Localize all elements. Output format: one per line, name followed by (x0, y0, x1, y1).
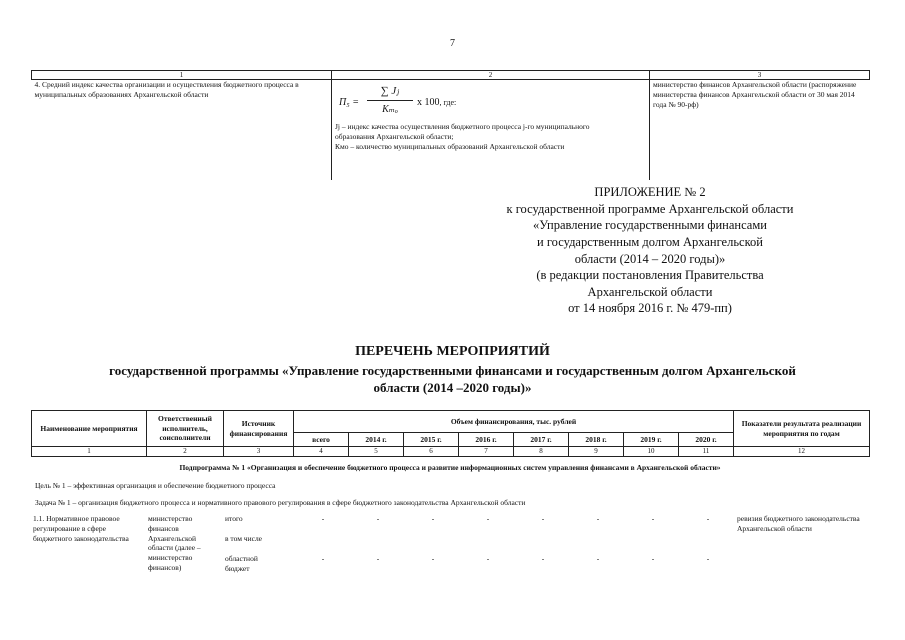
page-number: 7 (450, 38, 455, 49)
formula-denominator: Kₘₒ (382, 103, 398, 115)
formula-explanation-2: Кмо – количество муниципальных образований Архангельской области (335, 142, 565, 152)
column-number: 4 (294, 447, 349, 457)
column-number: 5 (349, 447, 404, 457)
value-2014: - (376, 554, 380, 563)
value-2019: - (651, 514, 655, 523)
value-2017: - (541, 514, 545, 523)
value-total: - (321, 554, 325, 563)
header-year: всего (294, 433, 349, 447)
title-line-1: ПЕРЕЧЕНЬ МЕРОПРИЯТИЙ (355, 344, 550, 359)
appendix-header (490, 184, 810, 317)
column-number: 8 (514, 447, 569, 457)
header-volume: Объем финансирования, тыс. рублей (294, 411, 734, 433)
activities-table (31, 410, 870, 457)
title-line-2: государственной программы «Управление государственными финансами и государственным долгом Архангельской (109, 362, 796, 378)
value-2020: - (706, 554, 710, 563)
column-number: 2 (147, 447, 224, 457)
formula-multiplier: x 100 (417, 97, 440, 108)
value-2020: - (706, 514, 710, 523)
header-indicators: Показатели результата реализации мероприятия по годам (734, 411, 870, 447)
value-2018: - (596, 514, 600, 523)
appendix-line: «Управление государственными финансами (533, 218, 767, 233)
subprogram-heading: Подпрограмма № 1 «Организация и обеспечение бюджетного процесса и развитие информационных систем управления финансами в Архангельской области» (179, 463, 721, 472)
formula-rhs (417, 96, 456, 110)
header-year: 2014 г. (349, 433, 404, 447)
header-year: 2016 г. (459, 433, 514, 447)
appendix-line: области (2014 – 2020 годы)» (574, 251, 726, 266)
header-year: 2017 г. (514, 433, 569, 447)
column-number: 7 (459, 447, 514, 457)
source-regional: областной бюджет (225, 554, 258, 573)
activity-name: 1.1. Нормативное правовое регулирование в сфере бюджетного законодательства (33, 514, 129, 543)
header-year: 2020 г. (679, 433, 734, 447)
value-2019: - (651, 554, 655, 563)
data-source: министерство финансов Архангельской области (распоряжение министерства финансов Архангельской области от 30 мая 2014 года № 90-рф) (653, 80, 857, 110)
source-including: в том числе (225, 534, 263, 543)
table-row (31, 514, 869, 584)
header-year: 2018 г. (569, 433, 624, 447)
appendix-line: от 14 ноября 2016 г. № 479-пп) (568, 301, 732, 316)
indicator-table (31, 70, 870, 180)
formula-fraction (367, 84, 413, 116)
header-year: 2019 г. (624, 433, 679, 447)
appendix-line: Архангельской области (587, 284, 713, 299)
column-number: 1 (32, 447, 147, 457)
appendix-line: к государственной программе Архангельской области (506, 201, 794, 216)
appendix-line: и государственным долгом Архангельской (537, 234, 763, 249)
formula-explanation-1: Jj – индекс качества осуществления бюджетного процесса j-го муниципального образования Архангельской области; (335, 122, 590, 142)
indicator-formula (335, 84, 646, 122)
indicator-name: 4. Средний индекс качества организации и осуществления бюджетного процесса в муниципальных образованиях Архангельской области (34, 80, 299, 100)
source-total: итого (225, 514, 243, 523)
value-2018: - (596, 554, 600, 563)
responsible-executor: министерство финансов Архангельской области (далее – министерство финансов) (148, 514, 201, 572)
header-year: 2015 г. (404, 433, 459, 447)
goal-text: Цель № 1 – эффективная организация и обеспечение бюджетного процесса (35, 481, 276, 490)
column-number: 12 (734, 447, 870, 457)
column-number: 1 (32, 71, 332, 80)
appendix-line: (в редакции постановления Правительства (536, 268, 764, 283)
column-number: 3 (224, 447, 294, 457)
header-source: Источник финансирования (224, 411, 294, 447)
header-responsible: Ответственный исполнитель, соисполнители (147, 411, 224, 447)
value-total: - (321, 514, 325, 523)
value-2015: - (431, 514, 435, 523)
column-number: 6 (404, 447, 459, 457)
value-2017: - (541, 554, 545, 563)
title-line-3: области (2014 –2020 годы)» (373, 380, 532, 396)
header-name: Наименование мероприятия (32, 411, 147, 447)
column-number: 2 (332, 71, 650, 80)
appendix-line: ПРИЛОЖЕНИЕ № 2 (594, 185, 706, 199)
formula-suffix: , где: (439, 98, 457, 107)
column-number: 3 (650, 71, 870, 80)
value-2016: - (486, 514, 490, 523)
document-title (0, 343, 905, 397)
formula-lhs: П₅ = (339, 97, 359, 108)
column-number: 11 (679, 447, 734, 457)
value-2015: - (431, 554, 435, 563)
column-number: 10 (624, 447, 679, 457)
column-number: 9 (569, 447, 624, 457)
task-text: Задача № 1 – организация бюджетного процесса и нормативного правового регулирования в сфере бюджетного законодательства Архангельской области (35, 498, 526, 507)
value-2016: - (486, 554, 490, 563)
result-indicator: ревизия бюджетного законодательства Архангельской области (737, 514, 860, 533)
value-2014: - (376, 514, 380, 523)
formula-numerator: ∑ Jⱼ (367, 84, 413, 101)
